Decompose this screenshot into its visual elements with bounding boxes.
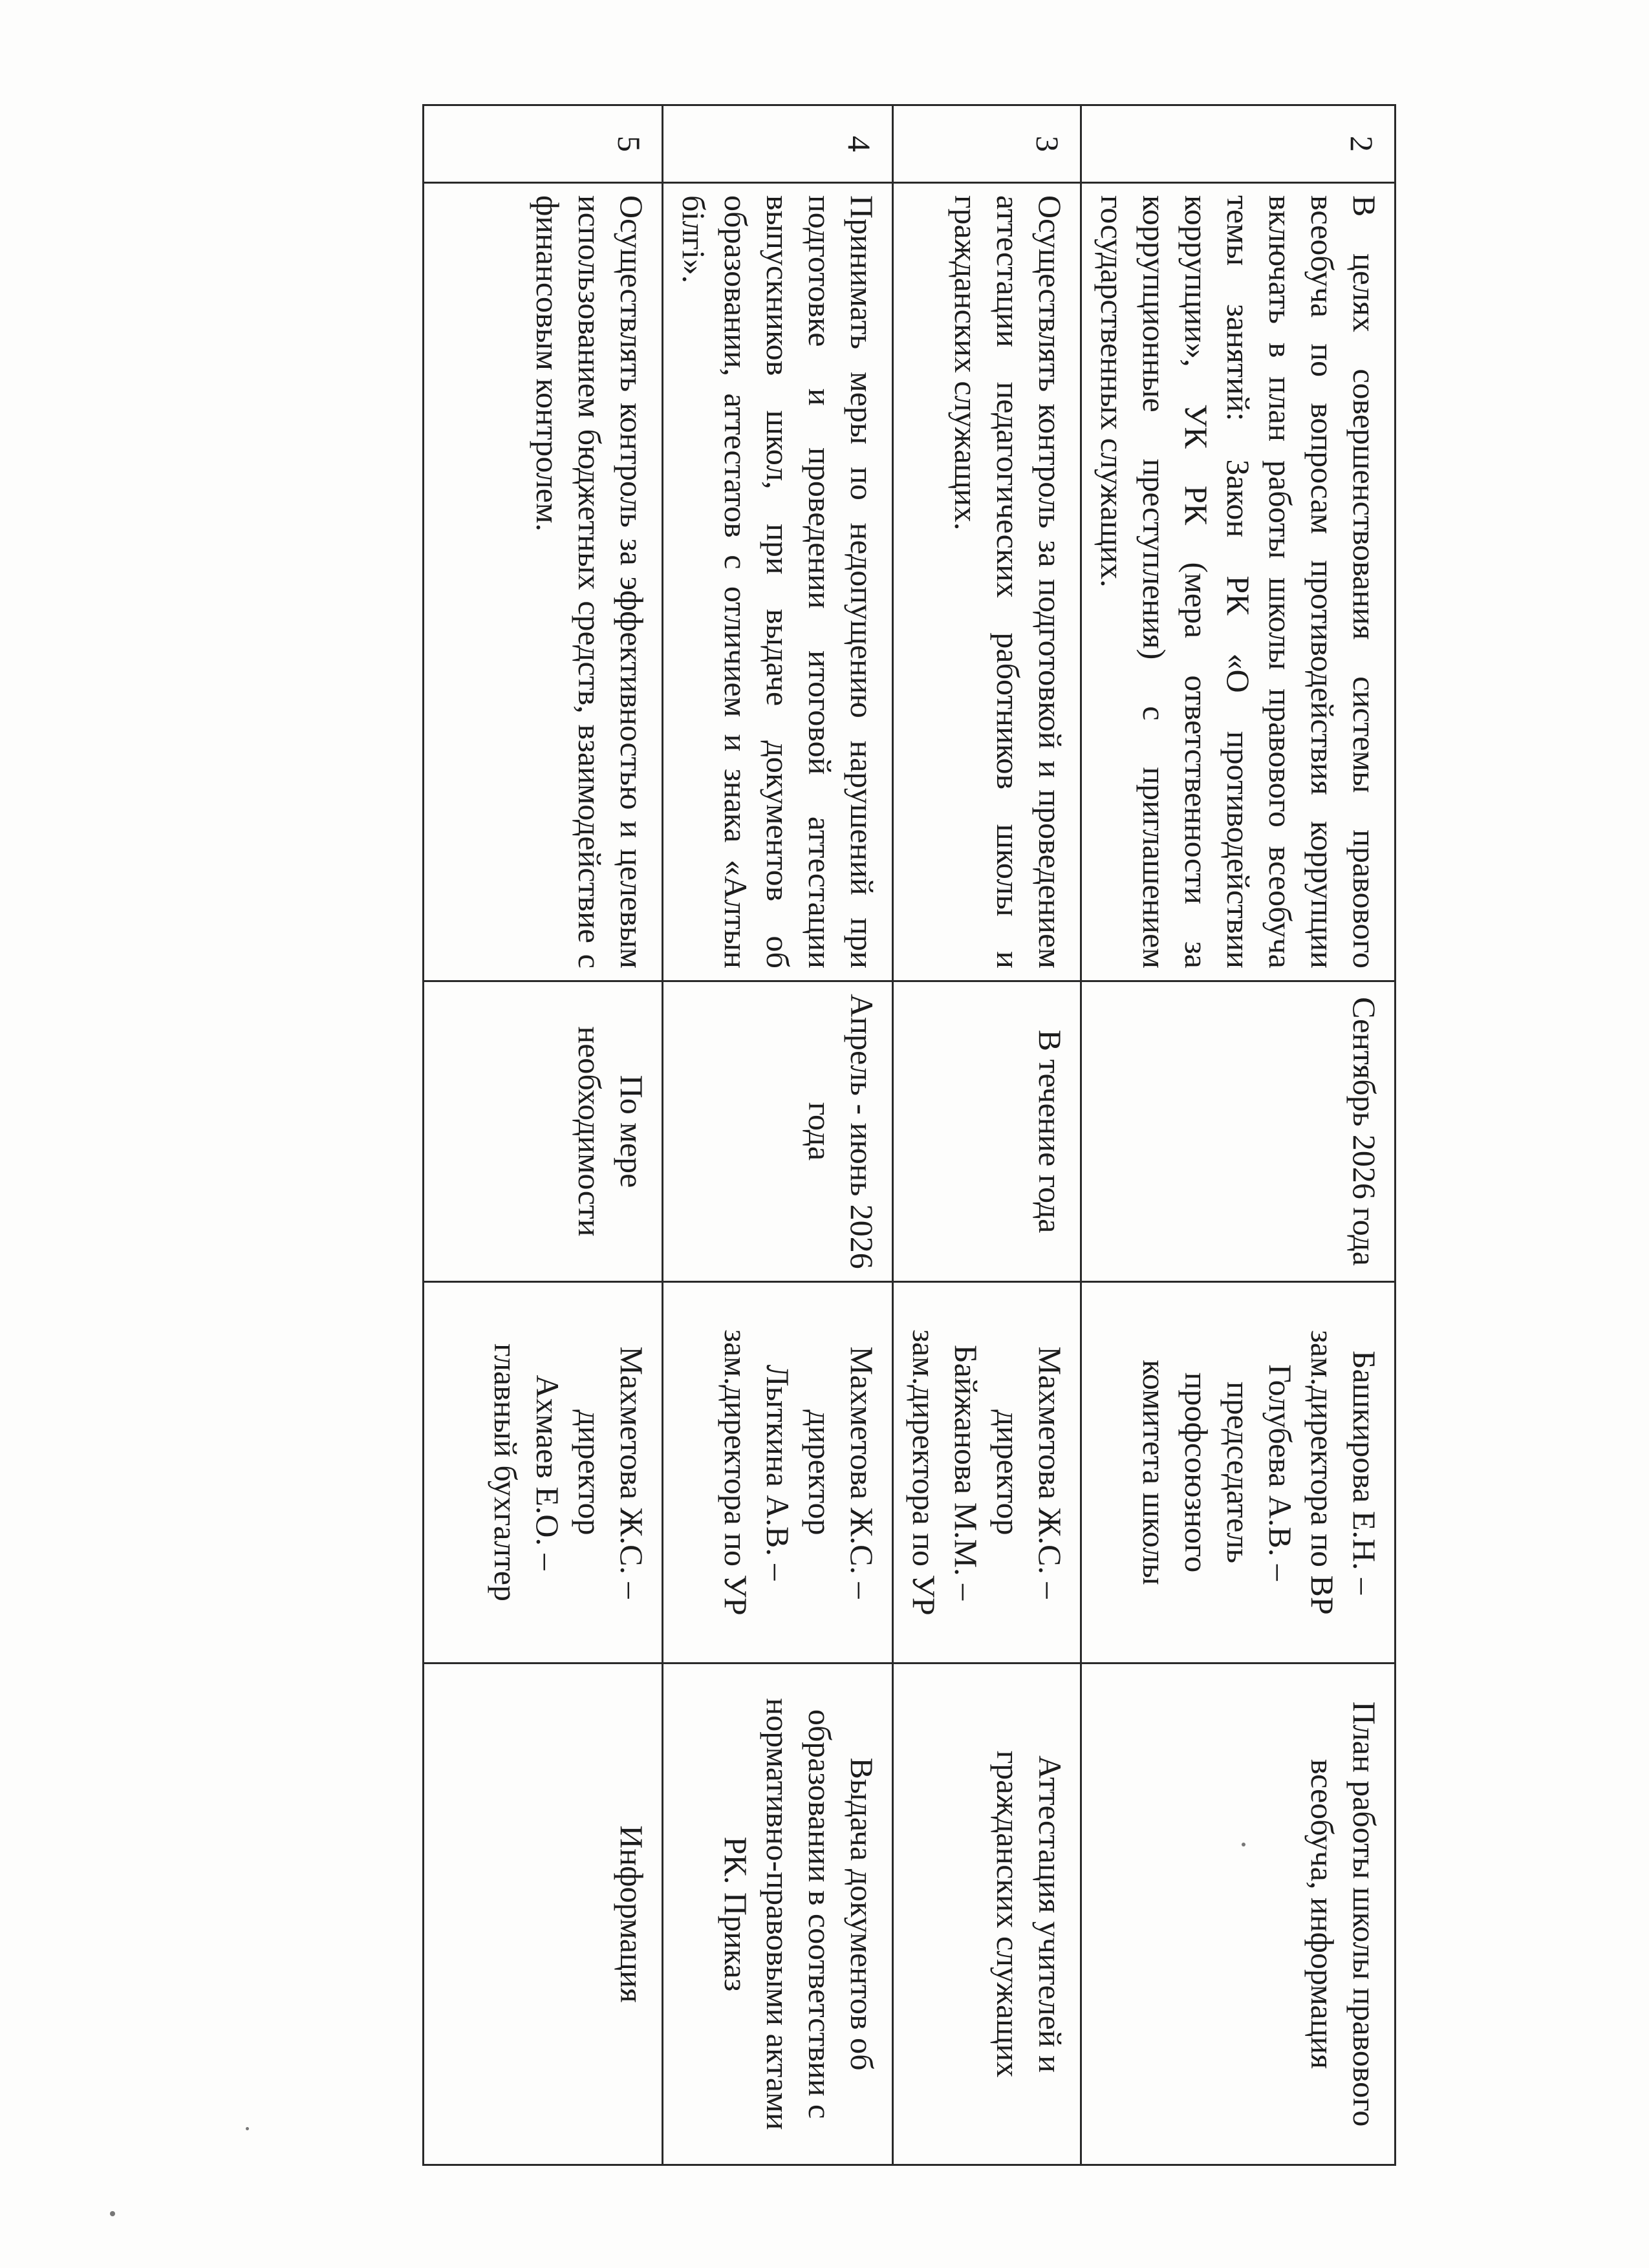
- result-cell: Информация: [424, 1664, 663, 2165]
- responsible-line: Махметова Ж.С. –: [1032, 1346, 1068, 1599]
- action-cell: Осуществлять контроль за подготовкой и проведением аттестации педагогических работников школы и гражданских служащих.: [893, 183, 1081, 981]
- responsible-line: Махметова Ж.С. –: [614, 1346, 650, 1599]
- responsible-line: председатель: [1220, 1381, 1256, 1564]
- responsible-line: директор: [572, 1409, 608, 1535]
- table-row: [1081, 105, 1396, 2165]
- responsible-line: директор: [990, 1409, 1026, 1535]
- responsible-cell: [663, 1282, 893, 1664]
- term-cell: По мере необходимости: [424, 981, 663, 1282]
- responsible-line: комитета школы: [1136, 1360, 1172, 1585]
- row-number: 3: [893, 105, 1081, 183]
- result-cell: План работы школы правового всеобуча, информация: [1081, 1664, 1396, 2165]
- responsible-line: Ахмаев Е.О. –: [530, 1375, 566, 1570]
- responsible-line: Башкирова Е.Н. –: [1346, 1350, 1383, 1595]
- responsible-cell: [424, 1282, 663, 1664]
- table-row: [663, 105, 893, 2165]
- scan-speck: [110, 2211, 115, 2216]
- row-number: 5: [424, 105, 663, 183]
- responsible-line: зам.директора по УР: [718, 1329, 754, 1616]
- action-cell: Принимать меры по недопущению нарушений при подготовке и проведении итоговой аттестации выпускников школ, при выдаче документов об образовании, аттестатов с отличием и знака «Алтын білгі».: [663, 183, 893, 981]
- responsible-line: зам.директора по ВР: [1304, 1330, 1341, 1615]
- table-row: [893, 105, 1081, 2165]
- responsible-line: директор: [802, 1409, 838, 1535]
- responsible-line: Голубева А.В. –: [1262, 1364, 1299, 1581]
- responsible-line: Лыткина А.В. –: [760, 1364, 796, 1581]
- rotated-table-container: [488, 104, 1396, 2164]
- term-cell: Апрель - июнь 2026 года: [663, 981, 893, 1282]
- responsible-line: Байжанова М.М. –: [948, 1344, 984, 1601]
- result-cell: Выдача документов об образовании в соответствии с нормативно-правовыми актами РК. Приказ: [663, 1664, 893, 2165]
- responsible-line: профсоюзного: [1178, 1372, 1214, 1573]
- action-cell: Осуществлять контроль за эффективностью и целевым использованием бюджетных средств, взаимодействие с финансовым контролем.: [424, 183, 663, 981]
- scan-speck: [1242, 1843, 1245, 1846]
- scan-speck: [246, 2127, 249, 2130]
- row-number: 2: [1081, 105, 1396, 183]
- term-cell: Сентябрь 2026 года: [1081, 981, 1396, 1282]
- responsible-line: Махметова Ж.С. –: [844, 1346, 880, 1599]
- responsible-line: зам.директора по УР: [906, 1329, 942, 1616]
- term-cell: В течение года: [893, 981, 1081, 1282]
- result-cell: Аттестация учителей и гражданских служащих: [893, 1664, 1081, 2165]
- action-cell: В целях совершенствования системы правового всеобуча по вопросам противодействия коррупции включать в план работы школы правового всеобуча темы занятий: Закон РК «О противодействии коррупции», УК РК (мера ответственности за коррупционные преступления) с приглашением государственных служащих.: [1081, 183, 1396, 981]
- plan-table: [422, 104, 1396, 2166]
- responsible-line: главный бухгалтер: [488, 1343, 524, 1601]
- row-number: 4: [663, 105, 893, 183]
- responsible-cell: [1081, 1282, 1396, 1664]
- responsible-cell: [893, 1282, 1081, 1664]
- table-row: [424, 105, 663, 2165]
